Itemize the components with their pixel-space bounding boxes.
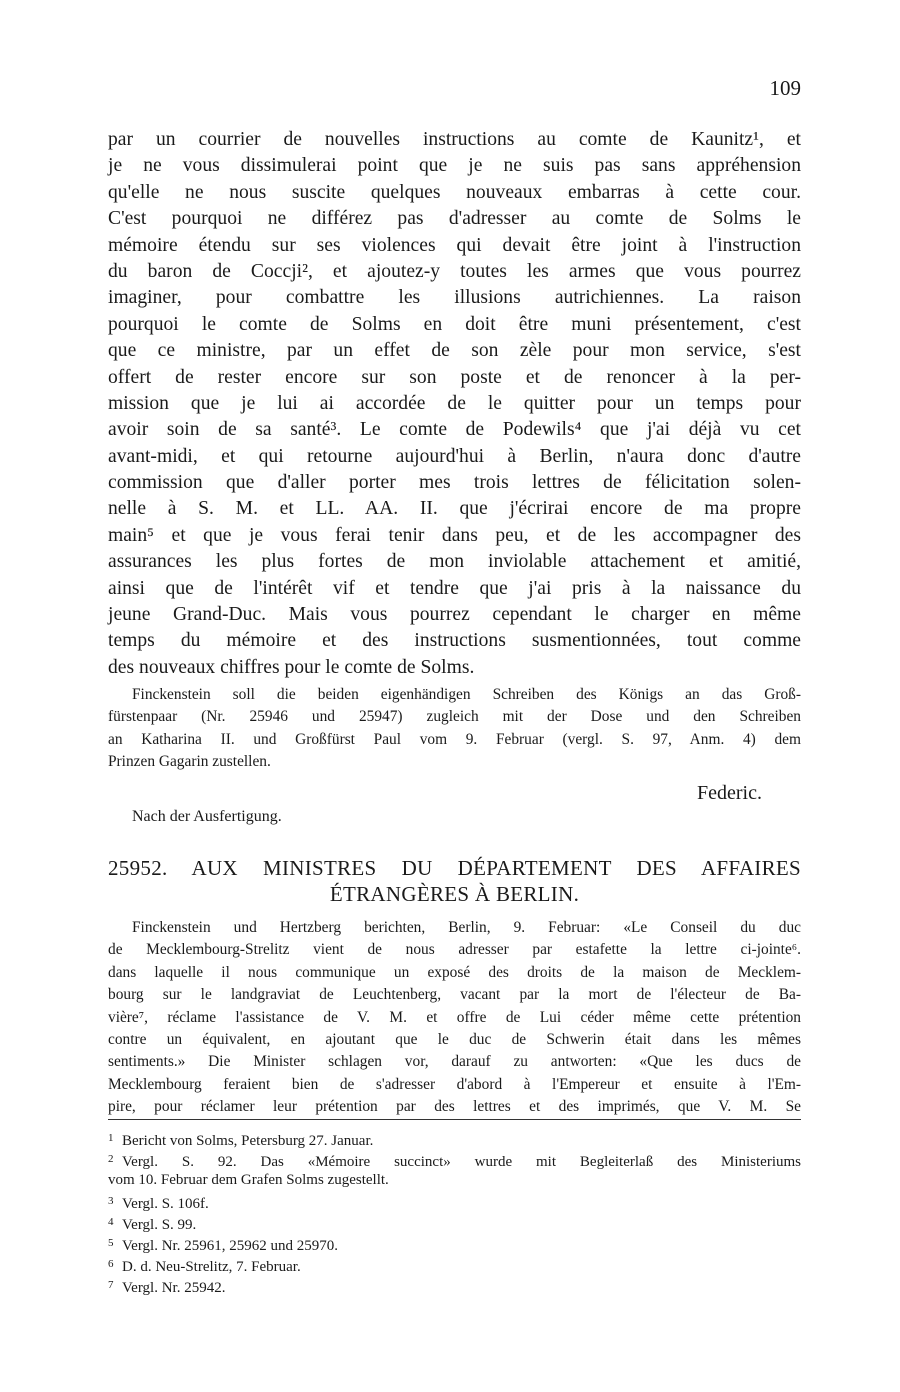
report-line: pire, pour réclamer leur prétention par des lettres et des imprimés, que V. M. Se bbox=[108, 1098, 801, 1116]
note-line: Prinzen Gagarin zustellen. bbox=[108, 753, 271, 771]
footnote-2-cont bbox=[108, 1170, 801, 1191]
report-line: de Mecklembourg-Strelitz vient de nous adresser par estafette la lettre ci-jointe⁶. bbox=[108, 941, 801, 959]
text-line: commission que d'aller porter mes trois lettres de félicitation solen- bbox=[108, 472, 801, 494]
report-line: Finckenstein und Hertzberg berichten, Berlin, 9. Februar: «Le Conseil du duc bbox=[132, 919, 801, 936]
footnote-number: 7 bbox=[108, 1279, 114, 1291]
note-line: Finckenstein soll die beiden eigenhändigen Schreiben des Königs an das Groß- bbox=[132, 686, 801, 703]
heading-line: 25952. AUX MINISTRES DU DÉPARTEMENT DES AFFAIRES bbox=[108, 856, 801, 880]
note-line: an Katharina II. und Großfürst Paul vom 9. Februar (vergl. S. 97, Anm. 4) dem bbox=[108, 730, 801, 748]
text-line: assurances les plus fortes de mon inviolable attachement et amitié, bbox=[108, 551, 801, 573]
text-line: nelle à S. M. et LL. AA. II. que j'écrirai encore de ma propre bbox=[108, 498, 801, 520]
text-line: main⁵ et que je vous ferai tenir dans peu, et de les accompagner des bbox=[108, 524, 801, 546]
report-line: bourg sur le landgraviat de Leuchtenberg, vacant par la mort de l'électeur de Ba- bbox=[108, 986, 801, 1004]
text-line: jeune Grand-Duc. Mais vous pourrez cependant le charger en même bbox=[108, 604, 801, 626]
footnote-number: 3 bbox=[108, 1195, 114, 1207]
report-line: sentiments.» Die Minister schlagen vor, darauf zu antworten: «Que les ducs de bbox=[108, 1053, 801, 1071]
footnote-6 bbox=[108, 1254, 801, 1275]
report-line: contre un équivalent, en ajoutant que le duc de Schwerin était dans les mêmes bbox=[108, 1030, 801, 1048]
footnote-number: 2 bbox=[108, 1153, 114, 1165]
document-heading bbox=[108, 855, 801, 907]
footnote-text: Bericht von Solms, Petersburg 27. Januar. bbox=[122, 1133, 374, 1149]
editorial-note bbox=[108, 684, 801, 774]
footnote-2 bbox=[108, 1149, 801, 1170]
source-note: Nach der Ausfertigung. bbox=[132, 808, 282, 825]
footnote-text: Vergl. S. 106f. bbox=[122, 1196, 209, 1212]
text-line: je ne vous dissimulerai point que je ne suis pas sans appréhension bbox=[108, 155, 801, 177]
footnote-text: Vergl. S. 92. Das «Mémoire succinct» wurde mit Begleiterlaß des Ministeriums bbox=[122, 1154, 801, 1170]
text-line: que ce ministre, par un effet de son zèle pour mon service, s'est bbox=[108, 340, 801, 362]
text-line: pourquoi le comte de Solms en doit être muni présentement, c'est bbox=[108, 313, 801, 335]
footnote-number: 1 bbox=[108, 1132, 114, 1144]
footnote-text: D. d. Neu-Strelitz, 7. Februar. bbox=[122, 1259, 301, 1275]
report-line: dans laquelle il nous communique un exposé des droits de la maison de Mecklem- bbox=[108, 963, 801, 981]
report-line: vière⁷, réclame l'assistance de V. M. et offre de Lui céder même cette prétention bbox=[108, 1008, 801, 1026]
text-line: ainsi que de l'intérêt vif et tendre que j'ai pris à la naissance du bbox=[108, 577, 801, 599]
text-line: des nouveaux chiffres pour le comte de Solms. bbox=[108, 656, 475, 678]
text-line: par un courrier de nouvelles instructions au comte de Kaunitz¹, et bbox=[108, 129, 801, 150]
heading-line: ÉTRANGÈRES À BERLIN. bbox=[329, 882, 580, 906]
footnotes bbox=[108, 1128, 801, 1296]
footnote-4 bbox=[108, 1212, 801, 1233]
footnote-rule bbox=[108, 1119, 801, 1120]
text-line: mission que je lui ai accordée de le quitter pour un temps pour bbox=[108, 392, 801, 414]
text-line: mémoire étendu sur ses violences qui devait être joint à l'instruction bbox=[108, 234, 801, 256]
text-line: temps du mémoire et des instructions susmentionnées, tout comme bbox=[108, 630, 801, 652]
signature: Federic. bbox=[697, 782, 762, 804]
text-line: avoir soin de sa santé³. Le comte de Podewils⁴ que j'ai déjà vu cet bbox=[108, 419, 801, 441]
footnote-text: Vergl. Nr. 25961, 25962 und 25970. bbox=[122, 1238, 338, 1254]
text-line: qu'elle ne nous suscite quelques nouveaux embarras à cette cour. bbox=[108, 181, 801, 203]
footnote-text: Vergl. S. 99. bbox=[122, 1217, 197, 1233]
page-number: 109 bbox=[769, 76, 801, 100]
note-line: fürstenpaar (Nr. 25946 und 25947) zugleich mit der Dose und den Schreiben bbox=[108, 708, 801, 726]
letter-body bbox=[108, 127, 801, 681]
footnote-text: Vergl. Nr. 25942. bbox=[122, 1280, 226, 1296]
footnote-number: 5 bbox=[108, 1237, 114, 1249]
report-line: Mecklembourg feraient bien de s'adresser d'abord à l'Empereur et ensuite à l'Em- bbox=[108, 1075, 801, 1093]
footnote-3 bbox=[108, 1191, 801, 1212]
text-line: du baron de Coccji², et ajoutez-y toutes les armes que vous pourrez bbox=[108, 260, 801, 282]
footnote-5 bbox=[108, 1233, 801, 1254]
text-line: avant-midi, et qui retourne aujourd'hui à Berlin, n'aura donc d'autre bbox=[108, 445, 801, 467]
footnote-7 bbox=[108, 1275, 801, 1296]
text-line: offert de rester encore sur son poste et de renoncer à la per- bbox=[108, 366, 801, 388]
report-summary bbox=[108, 917, 801, 1119]
footnote-number: 6 bbox=[108, 1258, 114, 1270]
footnote-text: vom 10. Februar dem Grafen Solms zugestellt. bbox=[108, 1172, 389, 1188]
text-line: C'est pourquoi ne différez pas d'adresser au comte de Solms le bbox=[108, 208, 801, 230]
text-line: imaginer, pour combattre les illusions autrichiennes. La raison bbox=[108, 287, 801, 309]
footnote-number: 4 bbox=[108, 1216, 114, 1228]
footnote-1 bbox=[108, 1128, 801, 1149]
